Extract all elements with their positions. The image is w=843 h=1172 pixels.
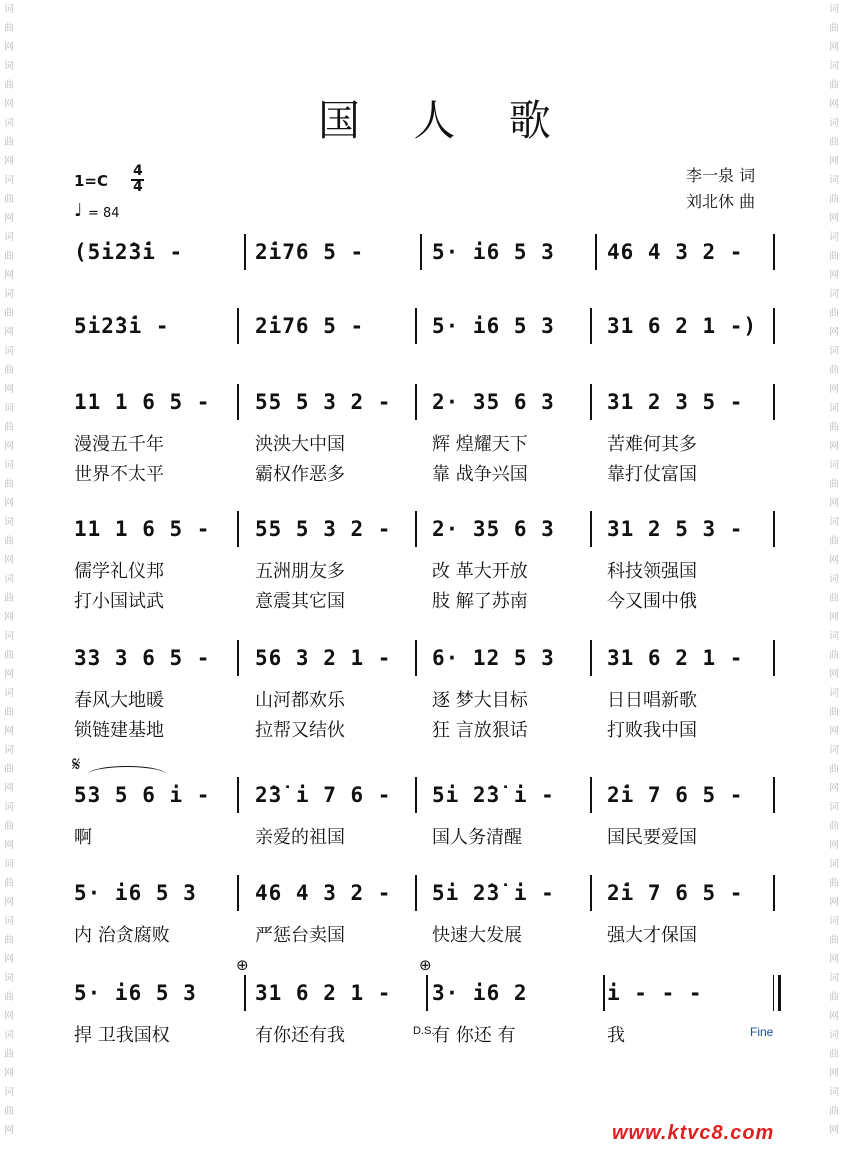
measure-notes: 2̇3̇ i 7 6 - (255, 783, 392, 807)
barline (773, 384, 775, 420)
lyric-line: 泱泱大中国 (255, 434, 345, 455)
lyric-line: 改 革大开放 (432, 561, 528, 582)
lyric-line: 打败我中国 (607, 720, 697, 741)
watermark-glyph: 曲 (829, 137, 839, 148)
barline (773, 640, 775, 676)
barline (237, 511, 239, 547)
barline (237, 384, 239, 420)
watermark-glyph: 词 (4, 1087, 14, 1098)
watermark-glyph: 网 (4, 897, 14, 908)
barline (595, 234, 597, 270)
lyric-line: 亲爱的祖国 (255, 827, 345, 848)
barline (237, 640, 239, 676)
quarter-note-icon: ♩ (74, 200, 83, 221)
watermark-glyph: 词 (4, 859, 14, 870)
measure-notes: 2̇i76 5 - (255, 314, 365, 338)
watermark-glyph: 网 (829, 555, 839, 566)
watermark-glyph: 网 (829, 1068, 839, 1079)
barline (415, 777, 417, 813)
watermark-glyph: 曲 (4, 707, 14, 718)
watermark-glyph: 词 (829, 631, 839, 642)
watermark-glyph: 词 (4, 4, 14, 15)
watermark-glyph: 词 (829, 460, 839, 471)
watermark-glyph: 词 (4, 346, 14, 357)
watermark-glyph: 曲 (4, 764, 14, 775)
lyric-line: 逐 梦大目标 (432, 690, 528, 711)
watermark-glyph: 网 (4, 1125, 14, 1136)
lyric-line: 锁链建基地 (74, 720, 164, 741)
lyric-line: 捍 卫我国权 (74, 1025, 170, 1046)
watermark-glyph: 曲 (829, 194, 839, 205)
watermark-glyph: 曲 (829, 764, 839, 775)
watermark-glyph: 曲 (4, 194, 14, 205)
lyric-line: 今又围中俄 (607, 591, 697, 612)
barline (590, 308, 592, 344)
watermark-glyph: 网 (829, 384, 839, 395)
barline (590, 384, 592, 420)
measure-notes: 2̇i76 5 - (255, 240, 365, 264)
ds-mark: D.S. (413, 1025, 435, 1037)
tempo-value: = 84 (88, 206, 120, 221)
watermark-glyph: 词 (4, 289, 14, 300)
barline (773, 308, 775, 344)
watermark-glyph: 曲 (829, 251, 839, 262)
watermark-glyph: 网 (829, 213, 839, 224)
measure-notes: 5i 2̇3̇ i - (432, 783, 555, 807)
watermark-glyph: 词 (829, 1030, 839, 1041)
watermark-glyph: 词 (829, 403, 839, 414)
composer-credit: 刘北休 曲 (686, 192, 756, 211)
barline (603, 975, 605, 1011)
watermark-glyph: 词 (4, 973, 14, 984)
watermark-glyph: 网 (829, 1011, 839, 1022)
measure-notes: 46 4 3 2 - (607, 240, 744, 264)
watermark-glyph: 词 (4, 574, 14, 585)
lyric-line: 日日唱新歌 (607, 690, 697, 711)
watermark-glyph: 曲 (829, 1106, 839, 1117)
watermark-glyph: 词 (829, 916, 839, 927)
lyric-line: 我 (607, 1025, 625, 1046)
watermark-glyph: 网 (829, 612, 839, 623)
lyric-line: 狂 言放狠话 (432, 720, 528, 741)
measure-notes: 31 6 2 1 -) (607, 314, 758, 338)
watermark-glyph: 曲 (4, 935, 14, 946)
measure-notes: 3· i6 2 (432, 981, 528, 1005)
measure-notes: 53 5 6 i - (74, 783, 211, 807)
barline (237, 875, 239, 911)
lyric-line: 靠打仗富国 (607, 464, 697, 485)
watermark-glyph: 词 (829, 346, 839, 357)
watermark-glyph: 曲 (829, 821, 839, 832)
watermark-glyph: 网 (829, 897, 839, 908)
barline (237, 308, 239, 344)
watermark-glyph: 网 (4, 669, 14, 680)
watermark-glyph: 词 (4, 175, 14, 186)
watermark-glyph: 词 (829, 574, 839, 585)
time-signature-numerator: 4 (133, 163, 143, 179)
watermark-glyph: 曲 (829, 707, 839, 718)
watermark-glyph: 网 (4, 555, 14, 566)
watermark-glyph: 曲 (829, 308, 839, 319)
watermark-glyph: 曲 (829, 23, 839, 34)
watermark-glyph: 词 (829, 289, 839, 300)
watermark-glyph: 曲 (829, 80, 839, 91)
measure-notes: 6· 12 5 3 (432, 646, 555, 670)
measure-notes: 55 5 3 2 - (255, 390, 392, 414)
watermark-glyph: 曲 (829, 479, 839, 490)
measure-notes: 33 3 6 5 - (74, 646, 211, 670)
watermark-glyph: 词 (4, 460, 14, 471)
watermark-glyph: 词 (829, 802, 839, 813)
watermark-glyph: 曲 (4, 251, 14, 262)
fine-mark: Fine (750, 1025, 774, 1039)
watermark-glyph: 网 (4, 498, 14, 509)
watermark-glyph: 词 (4, 517, 14, 528)
watermark-glyph: 词 (4, 802, 14, 813)
watermark-glyph: 网 (4, 384, 14, 395)
measure-notes: 5· i6 5 3 (74, 981, 197, 1005)
barline (415, 308, 417, 344)
watermark-glyph: 网 (829, 726, 839, 737)
measure-notes: 5· i6 5 3 (74, 881, 197, 905)
measure-notes: 56 3 2 1 - (255, 646, 392, 670)
lyric-line: 拉帮又结伙 (255, 720, 345, 741)
watermark-glyph: 词 (829, 4, 839, 15)
watermark-glyph: 曲 (4, 821, 14, 832)
lyric-line: 强大才保国 (607, 925, 697, 946)
watermark-glyph: 网 (4, 270, 14, 281)
lyric-line: 快速大发展 (432, 925, 522, 946)
watermark-glyph: 网 (829, 783, 839, 794)
watermark-glyph: 曲 (829, 650, 839, 661)
watermark-glyph: 词 (829, 517, 839, 528)
lyric-line: 国民要爱国 (607, 827, 697, 848)
lyric-line: 山河都欢乐 (255, 690, 345, 711)
watermark-glyph: 曲 (829, 365, 839, 376)
barline (244, 975, 246, 1011)
watermark-glyph: 词 (829, 232, 839, 243)
lyricist-credit: 李一泉 词 (686, 166, 756, 185)
watermark-glyph: 词 (4, 403, 14, 414)
watermark-glyph: 词 (4, 1030, 14, 1041)
watermark-glyph: 词 (829, 859, 839, 870)
measure-notes: 5· i6 5 3 (432, 240, 555, 264)
barline (590, 875, 592, 911)
lyric-line: 国人务清醒 (432, 827, 522, 848)
watermark-glyph: 词 (829, 745, 839, 756)
watermark-glyph: 曲 (4, 650, 14, 661)
measure-notes: 5i 2̇3̇ i - (432, 881, 555, 905)
lyric-line: 霸权作恶多 (255, 464, 345, 485)
right-watermark (828, 0, 840, 1172)
watermark-glyph: 曲 (829, 593, 839, 604)
watermark-glyph: 曲 (4, 992, 14, 1003)
lyric-line: 内 治贪腐败 (74, 925, 170, 946)
measure-notes: 31 6 2 1 - (607, 646, 744, 670)
lyric-line: 靠 战争兴国 (432, 464, 528, 485)
barline (773, 875, 775, 911)
barline (237, 777, 239, 813)
watermark-glyph: 网 (829, 327, 839, 338)
measure-notes: 46 4 3 2 - (255, 881, 392, 905)
barline (590, 777, 592, 813)
lyric-line: 啊 (74, 827, 92, 848)
song-title: 国 人 歌 (318, 96, 571, 145)
watermark-glyph: 网 (829, 42, 839, 53)
lyric-line: 春风大地暖 (74, 690, 164, 711)
watermark-glyph: 网 (4, 327, 14, 338)
watermark-glyph: 曲 (4, 80, 14, 91)
watermark-glyph: 网 (4, 954, 14, 965)
watermark-glyph: 词 (4, 631, 14, 642)
watermark-glyph: 曲 (4, 137, 14, 148)
watermark-glyph: 曲 (829, 1049, 839, 1060)
measure-notes: 2· 35 6 3 (432, 517, 555, 541)
measure-notes: 5i2̇3̇i - (74, 314, 170, 338)
watermark-glyph: 词 (4, 916, 14, 927)
barline (415, 875, 417, 911)
measure-notes: 2̇i 7 6 5 - (607, 881, 744, 905)
barline (244, 234, 246, 270)
lyric-line: 打小国试武 (74, 591, 164, 612)
watermark-glyph: 曲 (829, 878, 839, 889)
watermark-glyph: 曲 (829, 536, 839, 547)
measure-notes: 11 1 6 5 - (74, 390, 211, 414)
watermark-glyph: 词 (829, 61, 839, 72)
watermark-glyph: 网 (4, 42, 14, 53)
watermark-glyph: 网 (4, 726, 14, 737)
watermark-glyph: 网 (829, 1125, 839, 1136)
watermark-glyph: 曲 (4, 422, 14, 433)
barline (773, 234, 775, 270)
watermark-glyph: 曲 (4, 479, 14, 490)
measure-notes: 11 1 6 5 - (74, 517, 211, 541)
measure-notes: 2̇i 7 6 5 - (607, 783, 744, 807)
barline (590, 640, 592, 676)
watermark-glyph: 网 (829, 441, 839, 452)
barline (415, 640, 417, 676)
watermark-glyph: 网 (829, 954, 839, 965)
watermark-glyph: 词 (829, 118, 839, 129)
watermark-glyph: 网 (829, 498, 839, 509)
watermark-glyph: 词 (829, 688, 839, 699)
left-watermark (3, 0, 15, 1172)
measure-notes: i - - - (607, 981, 703, 1005)
measure-notes: 31 2 3 5 - (607, 390, 744, 414)
lyric-line: 有你还有我 (255, 1025, 345, 1046)
watermark-glyph: 曲 (829, 422, 839, 433)
coda-icon: ⊕ (236, 956, 249, 974)
barline (415, 384, 417, 420)
watermark-glyph: 词 (4, 745, 14, 756)
lyric-line: 儒学礼仪邦 (74, 561, 164, 582)
watermark-glyph: 曲 (4, 1049, 14, 1060)
lyric-line: 严惩台卖国 (255, 925, 345, 946)
measure-notes: 31 2 5 3 - (607, 517, 744, 541)
time-signature-denominator: 4 (133, 179, 143, 195)
lyric-line: 世界不太平 (74, 464, 164, 485)
watermark-glyph: 网 (4, 1068, 14, 1079)
measure-notes: 2· 35 6 3 (432, 390, 555, 414)
watermark-glyph: 曲 (4, 1106, 14, 1117)
watermark-glyph: 曲 (4, 365, 14, 376)
watermark-glyph: 曲 (829, 935, 839, 946)
watermark-glyph: 网 (4, 783, 14, 794)
measure-notes: (5i2̇3̇i - (74, 240, 184, 264)
watermark-glyph: 网 (829, 270, 839, 281)
watermark-glyph: 词 (4, 688, 14, 699)
barline (773, 511, 775, 547)
watermark-glyph: 网 (829, 669, 839, 680)
watermark-glyph: 网 (4, 1011, 14, 1022)
key-signature: 1=C (74, 172, 109, 190)
watermark-glyph: 词 (4, 118, 14, 129)
barline (420, 234, 422, 270)
barline (415, 511, 417, 547)
watermark-glyph: 词 (829, 175, 839, 186)
slur-arc (88, 766, 166, 783)
measure-notes: 55 5 3 2 - (255, 517, 392, 541)
coda-icon: ⊕ (419, 956, 432, 974)
barline (773, 777, 775, 813)
watermark-glyph: 网 (4, 612, 14, 623)
lyric-line: 有 你还 有 (432, 1025, 516, 1046)
watermark-glyph: 网 (4, 156, 14, 167)
watermark-glyph: 词 (829, 973, 839, 984)
watermark-glyph: 网 (4, 213, 14, 224)
watermark-glyph: 曲 (4, 536, 14, 547)
watermark-glyph: 曲 (829, 992, 839, 1003)
watermark-glyph: 网 (4, 441, 14, 452)
watermark-glyph: 曲 (4, 593, 14, 604)
lyric-line: 科技领强国 (607, 561, 697, 582)
segno-icon: 𝄋 (72, 752, 81, 776)
watermark-glyph: 曲 (4, 23, 14, 34)
barline (590, 511, 592, 547)
watermark-glyph: 词 (4, 232, 14, 243)
watermark-glyph: 网 (829, 840, 839, 851)
barline (773, 975, 781, 1011)
lyric-line: 苦难何其多 (607, 434, 697, 455)
lyric-line: 漫漫五千年 (74, 434, 164, 455)
watermark-glyph: 词 (4, 61, 14, 72)
lyric-line: 意震其它国 (255, 591, 345, 612)
lyric-line: 五洲朋友多 (255, 561, 345, 582)
website-link[interactable]: www.ktvc8.com (612, 1122, 775, 1144)
watermark-glyph: 网 (4, 99, 14, 110)
measure-notes: 31 6 2 1 - (255, 981, 392, 1005)
watermark-glyph: 网 (829, 156, 839, 167)
watermark-glyph: 网 (4, 840, 14, 851)
measure-notes: 5· i6 5 3 (432, 314, 555, 338)
lyric-line: 辉 煌耀天下 (432, 434, 528, 455)
barline (426, 975, 428, 1011)
lyric-line: 肢 解了苏南 (432, 591, 528, 612)
watermark-glyph: 网 (829, 99, 839, 110)
watermark-glyph: 曲 (4, 308, 14, 319)
watermark-glyph: 词 (829, 1087, 839, 1098)
watermark-glyph: 曲 (4, 878, 14, 889)
